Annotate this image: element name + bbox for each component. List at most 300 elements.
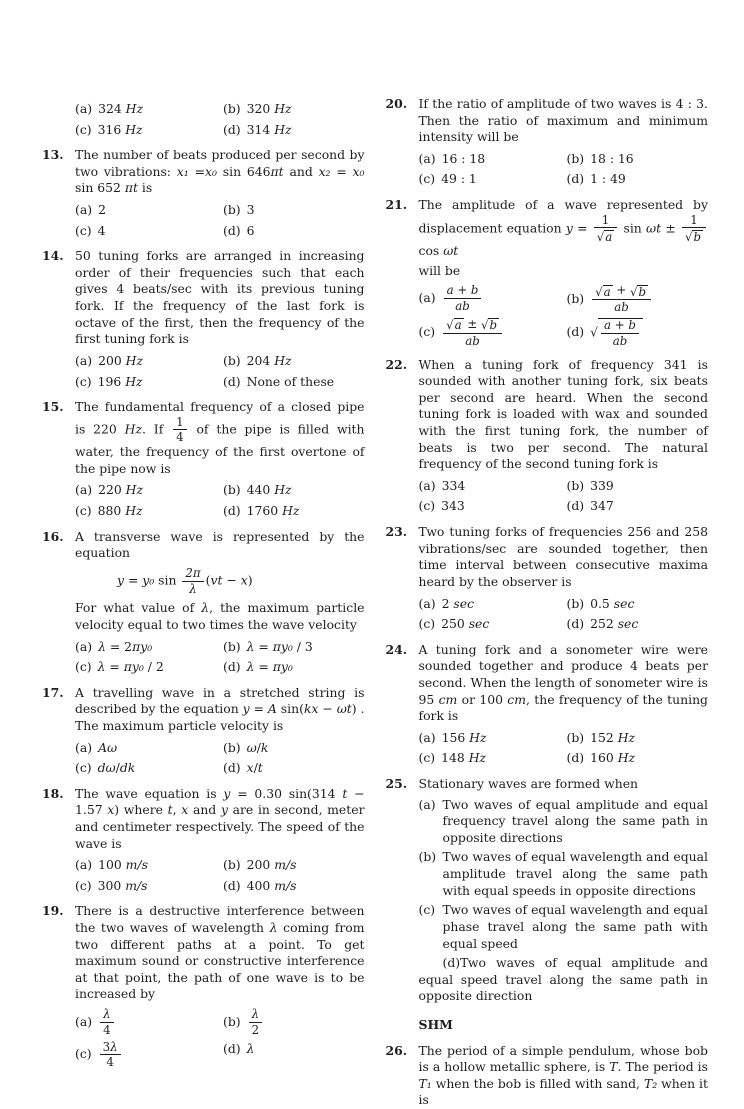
math-variable: ω <box>246 739 257 755</box>
options-group <box>75 1008 365 1069</box>
text-run: 6 <box>246 222 255 238</box>
text-run: = <box>188 163 205 179</box>
text-run: Two waves of equal amplitude and equal frequency travel along the same path in opposite directions <box>442 796 708 845</box>
fraction <box>173 416 187 444</box>
text-run: and <box>283 163 319 179</box>
math-variable: Hz <box>125 352 143 368</box>
math-variable: t <box>342 785 348 801</box>
math-variable: λ <box>201 600 210 616</box>
math-variable: b <box>638 284 647 299</box>
text-run: = <box>254 638 273 654</box>
question-number <box>42 96 75 138</box>
question-text <box>75 399 365 477</box>
question-number: 15. <box>42 399 64 415</box>
text-run: is <box>137 180 153 196</box>
fraction-numerator <box>182 567 203 582</box>
option-label: (d) <box>566 616 585 632</box>
option <box>223 878 365 895</box>
question-number: 13. <box>42 147 64 163</box>
equation <box>117 567 365 595</box>
question-body <box>75 529 365 676</box>
text-run: Stationary waves are formed when <box>418 776 639 792</box>
math-variable: kx <box>303 701 319 717</box>
math-variable: sec <box>468 616 490 632</box>
fraction <box>182 567 203 595</box>
question-text <box>75 600 365 633</box>
option-label: (d) <box>223 877 241 893</box>
option-label: (b) <box>223 638 241 654</box>
option-label: (c) <box>75 503 92 519</box>
text-run: 339 <box>590 477 614 493</box>
text-run: / <box>253 760 258 776</box>
math-variable: T₁ <box>418 1075 432 1091</box>
math-variable: Hz <box>274 121 292 137</box>
option-label: (b) <box>566 729 585 745</box>
math-variable: Hz <box>125 101 143 116</box>
text-run: = 2 <box>105 638 133 654</box>
text-run: = <box>124 572 143 588</box>
text-run: 18 : 16 <box>590 150 634 166</box>
math-variable: ab <box>455 299 470 314</box>
text-run: = <box>105 659 124 675</box>
math-variable: T <box>609 1059 618 1075</box>
text-run: + <box>611 318 629 333</box>
option-label: (c) <box>75 121 92 137</box>
text-run: are in second, meter and centimeter respectively. The speed of the wave is <box>75 802 365 851</box>
option-label: (c) <box>75 877 92 893</box>
question-body <box>75 147 365 239</box>
option-label: (a) <box>75 352 93 368</box>
math-variable: a <box>603 284 611 299</box>
option <box>567 171 709 188</box>
question-text <box>75 147 365 197</box>
text-run: 440 <box>246 482 275 498</box>
math-variable: πy₀ <box>272 638 293 654</box>
math-variable: Hz <box>274 482 292 498</box>
square-root-body <box>604 230 614 244</box>
question-text <box>75 248 365 348</box>
math-variable: y <box>242 701 250 717</box>
math-variable: λ <box>189 581 197 596</box>
math-variable: Hz <box>282 503 300 519</box>
math-variable: Hz <box>124 421 143 437</box>
math-variable: cm <box>507 691 526 707</box>
option-text <box>443 902 709 952</box>
text-run: sin( <box>276 701 304 717</box>
options-group <box>75 202 365 239</box>
option-label: (c) <box>418 498 436 514</box>
text-run: = <box>254 659 273 675</box>
option-label: (a) <box>75 202 93 218</box>
question <box>386 524 709 633</box>
fraction-denominator <box>594 228 618 243</box>
question <box>42 529 365 676</box>
option <box>567 616 709 633</box>
math-variable: x₀ <box>352 163 365 179</box>
question-text <box>419 524 709 590</box>
math-variable: Hz <box>468 750 487 766</box>
option-label: (c) <box>418 750 436 766</box>
math-variable: ab <box>614 300 629 315</box>
option <box>223 857 365 874</box>
question <box>386 96 709 188</box>
math-variable: Aω <box>98 739 118 755</box>
question <box>386 357 709 515</box>
text-run: , the frequency of the tuning fork is <box>418 691 708 724</box>
text-run: coming from two different paths at a point. To get maximum sound or constructive interference at that point, the path of one wave is to be increased by <box>75 920 365 1002</box>
question <box>42 248 365 390</box>
option-label: (d) <box>223 121 241 137</box>
math-variable: k <box>260 739 269 755</box>
question <box>386 776 709 1008</box>
option <box>419 797 709 847</box>
fraction-numerator <box>173 416 187 431</box>
fraction <box>100 1008 114 1036</box>
option-label: (b) <box>223 482 241 498</box>
option-label: (d) <box>566 171 585 187</box>
question-body <box>419 357 709 515</box>
option <box>223 740 365 757</box>
text-run: 1 <box>601 212 610 227</box>
text-run: 3 <box>246 202 255 218</box>
question-text <box>75 685 365 735</box>
fraction <box>444 284 482 312</box>
text-run: 252 <box>590 616 618 632</box>
square-root-body <box>598 318 643 347</box>
option-label: (c) <box>75 222 92 238</box>
text-run: . The period is <box>617 1059 708 1075</box>
option-label: (b) <box>566 150 585 166</box>
math-variable: t <box>257 760 263 776</box>
fraction-denominator <box>444 299 482 313</box>
option-label: (a) <box>75 101 93 116</box>
option <box>75 101 215 118</box>
option <box>75 659 215 676</box>
option <box>419 318 559 348</box>
math-variable: λ <box>246 638 255 654</box>
option-label: (a) <box>75 1013 93 1029</box>
text-run: ± <box>661 219 680 235</box>
text-run: / <box>115 760 120 776</box>
square-root-body <box>488 318 499 332</box>
fraction-numerator <box>444 284 482 299</box>
text-run: 324 <box>98 101 126 116</box>
math-variable: b <box>470 283 479 298</box>
text-run: 196 <box>97 373 126 389</box>
text-run: / <box>256 739 261 755</box>
fraction <box>594 214 618 244</box>
option <box>223 374 365 391</box>
option <box>419 478 559 495</box>
math-variable: 2π <box>185 565 201 580</box>
text-run: = <box>330 163 353 179</box>
question-number: 14. <box>42 248 64 264</box>
radical-sign-icon: √ <box>684 229 693 244</box>
question-text <box>75 903 365 1003</box>
options-group <box>419 797 709 1005</box>
option-label: (b) <box>566 595 585 611</box>
option <box>419 284 559 314</box>
radical-sign-icon: √ <box>629 284 638 299</box>
text-run: 1 <box>176 414 184 429</box>
math-variable: A <box>267 701 277 717</box>
option <box>223 1041 365 1069</box>
math-variable: m/s <box>125 857 148 873</box>
text-run: sin <box>154 572 181 588</box>
text-run: 400 <box>246 877 275 893</box>
text-run: when it is <box>418 1075 708 1108</box>
fraction-denominator <box>100 1023 114 1037</box>
text-run: sin 652 <box>75 180 125 196</box>
math-variable: x₂ <box>318 163 331 179</box>
text-run: Two waves of equal amplitude and equal speed travel along the same path in opposite direction <box>418 955 708 1004</box>
text-run: 0.5 <box>590 595 614 611</box>
option <box>419 151 559 168</box>
text-run: of the pipe is filled with water, the frequency of the first overtone of the pipe now is <box>75 421 365 476</box>
option-label: (b) <box>223 1013 241 1029</box>
option <box>419 955 709 1005</box>
text-run: 4 <box>176 430 184 445</box>
text-run: sin <box>619 219 646 235</box>
option-label: (a) <box>418 796 436 812</box>
math-variable: a <box>454 318 462 333</box>
text-run: ) where <box>114 802 168 818</box>
options-group <box>419 284 709 347</box>
question-number: 26. <box>385 1042 408 1058</box>
text-run: 334 <box>441 477 466 493</box>
text-run: 880 <box>97 503 126 519</box>
option <box>419 849 709 899</box>
text-run: − <box>318 701 337 717</box>
square-root <box>595 285 613 299</box>
math-variable: y <box>117 572 124 588</box>
option <box>223 202 365 219</box>
question-text <box>419 642 709 725</box>
text-run: Two tuning forks of frequencies 256 and 258 vibrations/sec are sounded together, then time interval between consecutive maxima heard by the observer is <box>418 524 708 589</box>
question-body <box>75 685 365 777</box>
math-variable: ωt <box>443 243 459 259</box>
text-run: 156 <box>441 729 470 745</box>
question-number: 20. <box>385 96 408 111</box>
option-label: (c) <box>75 659 92 675</box>
square-root <box>446 318 464 332</box>
question <box>386 1043 709 1109</box>
math-variable: Hz <box>617 750 636 766</box>
radical-sign-icon: √ <box>595 284 603 299</box>
text-run: 320 <box>246 101 275 116</box>
option <box>75 1041 215 1069</box>
math-variable: b <box>693 229 701 244</box>
option-text <box>443 849 709 899</box>
fraction-denominator <box>592 300 651 314</box>
text-run: 152 <box>590 729 618 745</box>
options-group <box>75 353 365 390</box>
text-run: 1 <box>690 212 698 227</box>
math-variable: y <box>220 802 228 818</box>
option <box>419 498 559 515</box>
math-variable: dk <box>119 760 136 776</box>
option-label: (a) <box>75 482 93 498</box>
math-variable: λ <box>251 1007 260 1022</box>
fraction-numerator <box>682 214 706 229</box>
math-variable: vt <box>210 572 223 588</box>
math-variable: m/s <box>274 877 297 893</box>
option-label: (d) <box>442 955 461 971</box>
fraction-numerator <box>100 1008 114 1023</box>
math-variable: x <box>246 760 254 776</box>
math-variable: πt <box>124 180 138 196</box>
text-run: cos <box>418 243 444 259</box>
radical-sign-icon: √ <box>590 324 599 340</box>
math-variable: Hz <box>125 503 143 519</box>
fraction-numerator <box>249 1008 263 1023</box>
question-body <box>419 96 709 188</box>
math-variable: x <box>240 572 248 588</box>
option <box>223 503 365 520</box>
fraction-denominator <box>182 582 203 596</box>
question-text <box>75 786 365 852</box>
square-root <box>590 318 643 347</box>
option <box>567 284 709 314</box>
math-variable: πy₀ <box>132 638 153 654</box>
option <box>75 223 215 240</box>
math-variable: ab <box>612 333 628 348</box>
math-variable: a <box>604 318 612 333</box>
text-run: ± <box>463 317 481 332</box>
math-variable: m/s <box>125 877 148 893</box>
radical-sign-icon: √ <box>596 229 605 244</box>
square-root <box>597 230 615 244</box>
option <box>419 730 559 747</box>
math-variable: λ <box>103 1007 111 1022</box>
option <box>223 482 365 499</box>
option <box>75 122 215 139</box>
option-label: (d) <box>566 324 585 340</box>
option <box>567 730 709 747</box>
option <box>75 202 215 219</box>
text-run: 250 <box>441 616 469 632</box>
square-root-body <box>637 285 648 299</box>
option <box>223 122 365 139</box>
options-group <box>75 482 365 519</box>
text-run: . If <box>142 421 172 437</box>
square-root <box>630 285 648 299</box>
text-run: The amplitude of a wave represented by displacement equation <box>418 197 708 235</box>
text-run: 2 <box>98 202 106 218</box>
math-variable: Hz <box>125 482 143 498</box>
option <box>567 151 709 168</box>
option-label: (c) <box>418 171 436 187</box>
math-variable: m/s <box>274 857 297 873</box>
option-label: (c) <box>418 324 436 340</box>
option-label: (c) <box>75 1046 92 1062</box>
text-run: 1760 <box>246 503 283 519</box>
question <box>42 147 365 239</box>
question <box>42 399 365 519</box>
text-run: ( <box>205 572 211 588</box>
option <box>75 353 215 370</box>
question-number: 18. <box>42 785 64 801</box>
text-run: will be <box>418 262 461 278</box>
question-body <box>419 642 709 767</box>
math-variable: sec <box>613 595 635 611</box>
option <box>75 760 215 777</box>
text-run: + <box>612 283 630 298</box>
option <box>75 1008 215 1036</box>
math-variable: Hz <box>125 121 143 137</box>
question <box>42 903 365 1069</box>
fraction-denominator <box>100 1055 121 1069</box>
math-variable: λ <box>246 1040 255 1056</box>
question-body <box>419 776 709 1008</box>
option <box>567 596 709 613</box>
math-variable: Hz <box>125 373 143 389</box>
option-label: (a) <box>418 290 436 306</box>
option-label: (a) <box>75 857 93 873</box>
option <box>223 101 365 118</box>
options-group <box>75 639 365 676</box>
question-body <box>419 1043 709 1109</box>
question-number: 17. <box>42 684 64 700</box>
text-run: None of these <box>246 373 335 389</box>
option <box>223 1008 365 1036</box>
text-run: There is a destructive interference between the two waves of wavelength <box>75 903 365 936</box>
option-label: (d) <box>223 222 241 238</box>
question-number: 23. <box>385 524 408 540</box>
option <box>419 171 559 188</box>
text-run: 3 <box>102 1039 111 1054</box>
text-run: , the maximum particle velocity equal to two times the wave velocity <box>75 600 365 632</box>
question-body <box>419 524 709 633</box>
options-group <box>419 151 709 188</box>
option-label: (a) <box>418 729 436 745</box>
options-group <box>419 730 709 767</box>
option-label: (d) <box>223 760 241 776</box>
text-run: 204 <box>246 352 275 368</box>
question <box>386 642 709 767</box>
text-run: 200 <box>246 857 275 873</box>
math-variable: Hz <box>617 729 636 745</box>
text-run: when the bob is filled with sand, <box>431 1075 644 1091</box>
question-number: 21. <box>385 197 408 213</box>
option-label: (d) <box>566 750 585 766</box>
math-variable: Hz <box>274 101 292 116</box>
text-run: 316 <box>97 121 126 137</box>
question-number: 22. <box>385 356 408 372</box>
text-run: 314 <box>246 121 275 137</box>
fraction-denominator <box>682 228 706 243</box>
question-number: 16. <box>42 528 64 544</box>
text-run: + <box>453 283 471 298</box>
text-run: − <box>222 572 241 588</box>
option <box>567 498 709 515</box>
question-text <box>419 776 709 793</box>
text-run: 100 <box>98 857 126 873</box>
math-variable: λ <box>97 659 106 675</box>
text-run: / 3 <box>292 638 313 654</box>
option <box>75 740 215 757</box>
text-run: 220 <box>98 482 126 498</box>
text-run: 2 <box>251 1022 260 1037</box>
text-run: 148 <box>441 750 469 766</box>
square-root-body <box>454 318 464 332</box>
fraction <box>592 284 651 314</box>
math-variable: πy₀ <box>272 659 293 675</box>
option-label: (a) <box>418 477 436 493</box>
option-label: (b) <box>223 202 241 218</box>
text-run: and <box>188 802 221 818</box>
option <box>419 902 709 952</box>
